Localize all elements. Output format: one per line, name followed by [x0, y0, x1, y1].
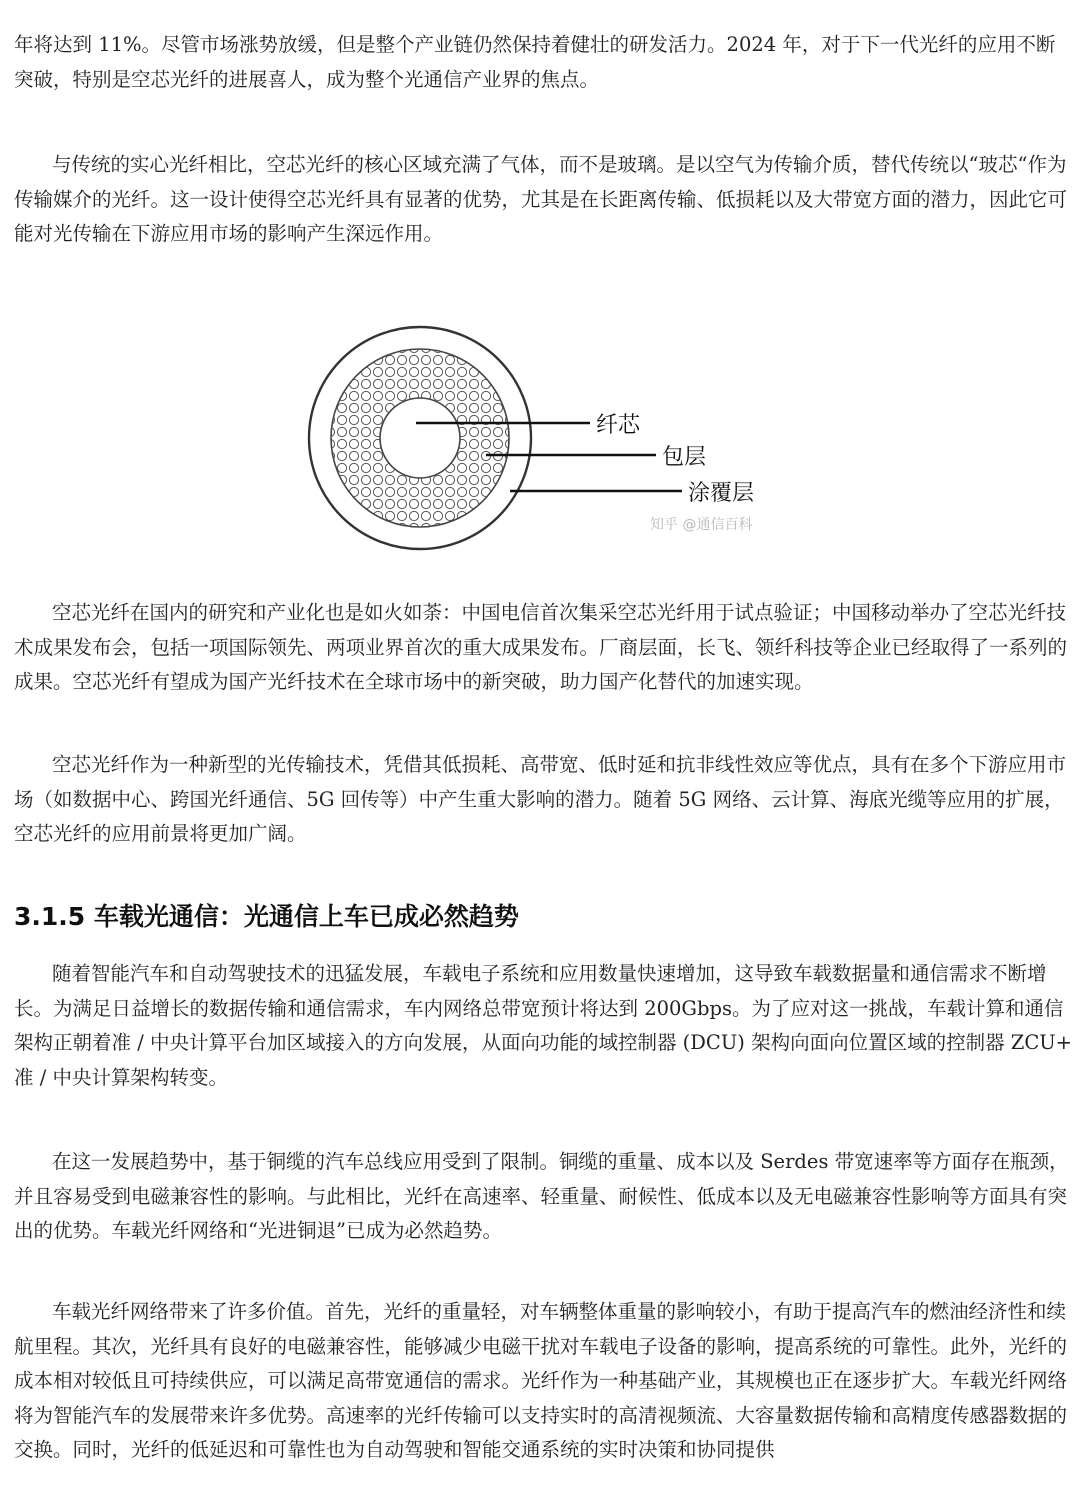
paragraph-2: 与传统的实心光纤相比，空芯光纤的核心区域充满了气体，而不是玻璃。是以空气为传输介质，替代传统以“玻芯“作为传输媒介的光纤。这一设计使得空芯光纤具有显著的优势，尤其是在长距离传输、低损耗以及大带宽方面的潜力，因此它可能对光传输在下游应用市场的影响产生深远作用。	[14, 153, 1068, 245]
section-heading: 3.1.5 车载光通信：光通信上车已成必然趋势	[14, 902, 519, 931]
fiber-cross-section-figure	[300, 318, 780, 558]
paragraph-1: 年将达到 11%。尽管市场涨势放缓，但是整个产业链仍然保持着健壮的研发活力。2024 年，对于下一代光纤的应用不断突破，特别是空芯光纤的进展喜人，成为整个光通信产业界的焦点。	[14, 33, 1056, 91]
paragraph-3: 空芯光纤在国内的研究和产业化也是如火如荼：中国电信首次集采空芯光纤用于试点验证；中国移动举办了空芯光纤技术成果发布会，包括一项国际领先、两项业界首次的重大成果发布。厂商层面，长飞、领纤科技等企业已经取得了一系列的成果。空芯光纤有望成为国产光纤技术在全球市场中的新突破，助力国产化替代的加速实现。	[14, 601, 1068, 693]
label-core: 纤芯	[596, 413, 641, 438]
watermark: 知乎 @通信百科	[650, 517, 753, 533]
paragraph-6: 在这一发展趋势中，基于铜缆的汽车总线应用受到了限制。铜缆的重量、成本以及 Serdes 带宽速率等方面存在瓶颈，并且容易受到电磁兼容性的影响。与此相比，光纤在高速率、轻重量、耐候性、低成本以及无电磁兼容性影响等方面具有突出的优势。车载光纤网络和“光进铜退”已成为必然趋势。	[14, 1150, 1069, 1242]
paragraph-7: 车载光纤网络带来了许多价值。首先，光纤的重量轻，对车辆整体重量的影响较小，有助于提高汽车的燃油经济性和续航里程。其次，光纤具有良好的电磁兼容性，能够减少电磁干扰对车载电子设备的影响，提高系统的可靠性。此外，光纤的成本相对较低且可持续供应，可以满足高带宽通信的需求。光纤作为一种基础产业，其规模也正在逐步扩大。车载光纤网络将为智能汽车的发展带来许多优势。高速率的光纤传输可以支持实时的高清视频流、大容量数据传输和高精度传感器数据的交换。同时，光纤的低延迟和可靠性也为自动驾驶和智能交通系统的实时决策和协同提供	[14, 1300, 1068, 1461]
paragraph-4: 空芯光纤作为一种新型的光传输技术，凭借其低损耗、高带宽、低时延和抗非线性效应等优点，具有在多个下游应用市场（如数据中心、跨国光纤通信、5G 回传等）中产生重大影响的潜力。随着 5G 网络、云计算、海底光缆等应用的扩展，空芯光纤的应用前景将更加广阔。	[14, 753, 1067, 845]
label-coating: 涂覆层	[688, 481, 755, 506]
label-cladding: 包层	[662, 445, 707, 470]
core-circle	[380, 398, 460, 478]
paragraph-5: 随着智能汽车和自动驾驶技术的迅猛发展，车载电子系统和应用数量快速增加，这导致车载数据量和通信需求不断增长。为满足日益增长的数据传输和通信需求，车内网络总带宽预计将达到 200Gbps。为了应对这一挑战，车载计算和通信架构正朝着准 / 中央计算平台加区域接入的方向发展，从面向功能的域控制器 (DCU) 架构向面向位置区域的控制器 ZCU+ 准 / 中央计算架构转变。	[14, 962, 1073, 1089]
